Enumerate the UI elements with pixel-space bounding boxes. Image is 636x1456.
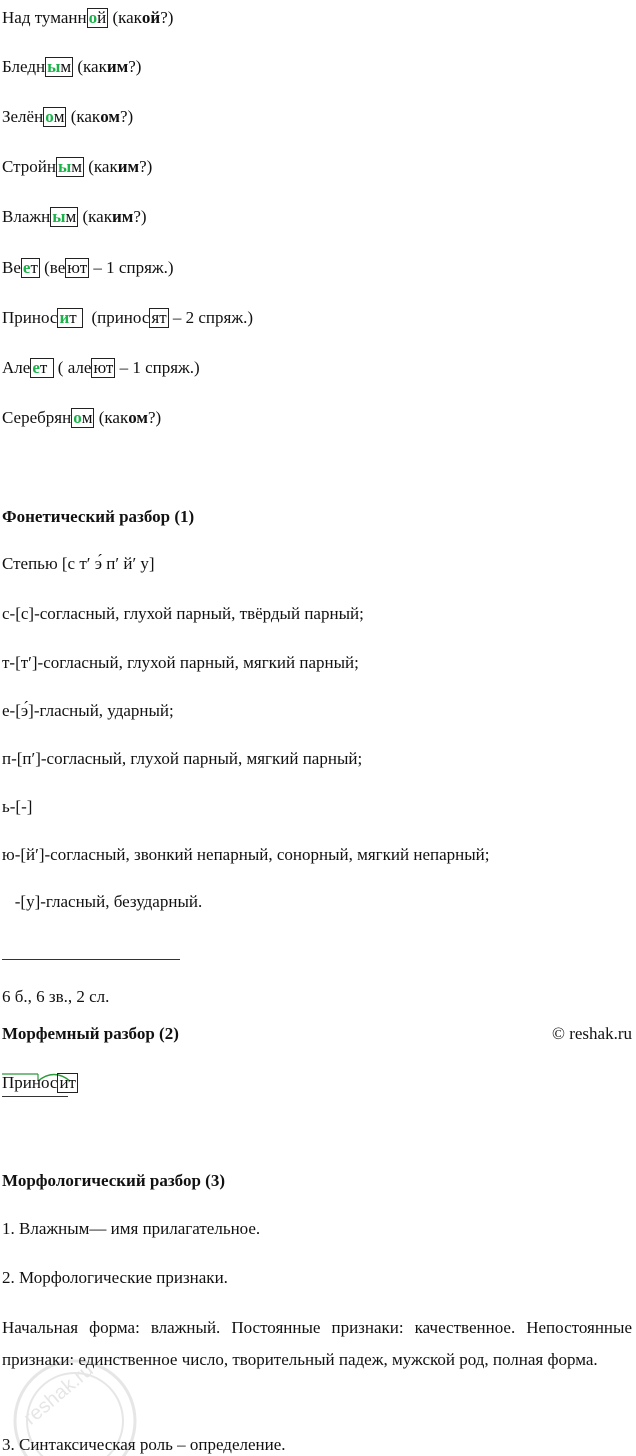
ending-letter: о [73, 408, 82, 427]
word-stem-letter: с [49, 308, 58, 327]
ending-box: ит [59, 1073, 76, 1092]
question-stem: (как [84, 157, 118, 176]
phonetic-line: п-[п′]-согласный, глухой парный, мягкий парный; [2, 749, 363, 768]
question-stem: (ве [39, 258, 66, 277]
morphemic-heading: Морфемный разбор (2) [2, 1024, 179, 1043]
phonetic-summary: 6 б., 6 зв., 2 сл. [2, 987, 110, 1006]
ending-box [50, 207, 78, 227]
ending-letter: е [32, 358, 40, 377]
ending-letter: ы [47, 57, 61, 76]
question-stem: (как [73, 57, 107, 76]
phonetic-line: е-[э́]-гласный, ударный; [2, 701, 174, 720]
phonetic-line: т-[т′]-согласный, глухой парный, мягкий парный; [2, 653, 359, 672]
question-ending-box: ят [151, 308, 167, 327]
ending-line-5 [2, 206, 147, 228]
question-ending: им [111, 207, 134, 226]
question-tail: – 1 спряж.) [89, 258, 174, 277]
ending-rest: м [65, 207, 77, 226]
word-stem: Ве [2, 258, 21, 277]
question-stem: ( але [53, 358, 92, 377]
question-tail: ?) [133, 207, 147, 226]
ending-rest: т [69, 308, 77, 327]
svg-text:reshak.ru: reshak.ru [19, 1359, 98, 1430]
word-stem: Серебрян [2, 408, 72, 427]
ending-box [56, 157, 84, 177]
word-stem: Над туманн [2, 8, 87, 27]
word-stem: Влажн [2, 207, 51, 226]
question-ending-box: ют [67, 258, 88, 277]
divider [2, 959, 180, 960]
ending-letter: о [45, 107, 54, 126]
morph-paragraph: Начальная форма: влажный. Постоянные признаки: качественное. Непостоянные признаки: единственное число, творительный падеж, мужской род, полная форма. [2, 1318, 632, 1369]
root: нос [31, 1073, 58, 1092]
morphemic-word [2, 1072, 78, 1094]
phonetic-line: ю-[й′]-согласный, звонкий непарный, сонорный, мягкий непарный; [2, 845, 490, 864]
ending-rest: м [71, 157, 82, 176]
ending-line-2 [2, 56, 141, 78]
ending-line-8 [2, 357, 200, 379]
ending-rest: м [60, 57, 72, 76]
question-stem: (как [78, 207, 112, 226]
ending-rest: й [97, 8, 107, 27]
ending-box [87, 8, 109, 28]
morphological-heading: Морфологический разбор (3) [2, 1171, 225, 1190]
phonetic-line: ь-[-] [2, 797, 33, 816]
ending-line-9 [2, 407, 161, 429]
ending-line-6 [2, 257, 174, 279]
ending-letter: ы [52, 207, 66, 226]
question-tail: ?) [139, 157, 153, 176]
question-ending: ом [128, 408, 148, 427]
question-tail: – 2 спряж.) [168, 308, 253, 327]
word-stem: Прино [2, 308, 50, 327]
ending-line-1 [2, 7, 173, 29]
ending-letter: ы [57, 157, 72, 176]
question-tail: – 1 спряж.) [115, 358, 200, 377]
ending-letter: о [88, 8, 98, 27]
ending-box [71, 408, 94, 428]
question-stem: (как [66, 107, 101, 126]
prefix: При [2, 1073, 32, 1092]
watermark-seal [0, 1336, 150, 1456]
ending-box [57, 308, 82, 328]
ending-box [21, 258, 40, 278]
phonetic-word: Степью [с т′ э́ п′ й′ у] [2, 554, 155, 573]
question-ending: им [117, 157, 140, 176]
word-stem: Зелён [2, 107, 44, 126]
question-stem: (как [94, 408, 129, 427]
word-stem: Але [2, 358, 31, 377]
phonetic-line: с-[с]-согласный, глухой парный, твёрдый парный; [2, 604, 364, 623]
question-stem: (прино [87, 308, 142, 327]
morph-item-1: 1. Влажным— имя прилагательное. [2, 1219, 261, 1238]
ending-line-3 [2, 106, 133, 128]
question-tail: ?) [128, 57, 142, 76]
morph-item-3: 3. Синтаксическая роль – определение. [2, 1435, 286, 1454]
question-tail: ?) [119, 107, 134, 126]
morph-item-2: 2. Морфологические признаки. [2, 1268, 228, 1287]
ending-box [43, 107, 66, 127]
ending-letter: е [22, 258, 31, 277]
ending-rest: м [53, 107, 65, 126]
ending-box [30, 358, 53, 378]
question-ending: им [106, 57, 129, 76]
ending-rest: т [39, 358, 48, 377]
phonetic-line: -[у]-гласный, безударный. [2, 892, 203, 911]
question-tail: ?) [160, 8, 174, 27]
question-ending: ом [100, 107, 120, 126]
question-ending: ой [141, 8, 161, 27]
question-stem-letter: с [141, 308, 150, 327]
word-stem: Стройн [2, 157, 56, 176]
ending-line-4 [2, 156, 152, 178]
site-credit: © reshak.ru [552, 1024, 632, 1043]
word-stem: Бледн [2, 57, 46, 76]
question-ending-box: ют [93, 358, 114, 377]
ending-rest: м [81, 408, 93, 427]
ending-letter: и [59, 308, 70, 327]
phonetic-heading: Фонетический разбор (1) [2, 507, 195, 526]
stem-underline [2, 1096, 68, 1097]
ending-line-7 [2, 307, 253, 329]
ending-box [45, 57, 73, 77]
question-stem: (как [108, 8, 142, 27]
question-tail: ?) [147, 408, 162, 427]
ending-rest: т [30, 258, 38, 277]
